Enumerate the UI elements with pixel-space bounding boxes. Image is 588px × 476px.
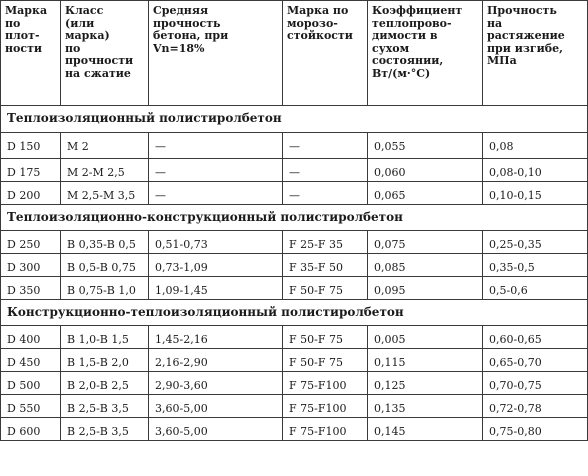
cell-flexural-strength: 0,70-0,75 <box>483 372 588 395</box>
cell-density-grade: D 400 <box>1 326 61 349</box>
cell-density-grade: D 250 <box>1 231 61 254</box>
cell-frost-resistance: — <box>283 182 368 205</box>
cell-flexural-strength: 0,25-0,35 <box>483 231 588 254</box>
header-line: стойкости <box>287 29 353 42</box>
header-density-grade <box>1 1 61 106</box>
cell-mean-strength: 1,09-1,45 <box>149 277 283 300</box>
cell-strength-class: В 0,35-В 0,5 <box>61 231 149 254</box>
cell-flexural-strength: 0,08 <box>483 133 588 159</box>
cell-mean-strength: 3,60-5,00 <box>149 395 283 418</box>
section-title: Теплоизоляционно-конструкционный полистиролбетон <box>1 205 588 231</box>
header-line: Вт/(м·°C) <box>372 66 431 80</box>
cell-thermal-conductivity: 0,055 <box>368 133 483 159</box>
cell-thermal-conductivity: 0,005 <box>368 326 483 349</box>
header-line: (или <box>65 16 95 30</box>
table-row <box>1 254 588 277</box>
cell-frost-resistance: F 75-F100 <box>283 418 368 441</box>
cell-frost-resistance: F 50-F 75 <box>283 277 368 300</box>
cell-frost-resistance: F 50-F 75 <box>283 349 368 372</box>
table-row <box>1 159 588 182</box>
cell-strength-class: М 2,5-М 3,5 <box>61 182 149 205</box>
cell-density-grade: D 450 <box>1 349 61 372</box>
cell-flexural-strength: 0,60-0,65 <box>483 326 588 349</box>
cell-density-grade: D 300 <box>1 254 61 277</box>
cell-mean-strength: — <box>149 133 283 159</box>
cell-mean-strength: 0,51-0,73 <box>149 231 283 254</box>
header-mean-strength <box>149 1 283 106</box>
cell-density-grade: D 500 <box>1 372 61 395</box>
header-line: бетона, при <box>153 29 229 42</box>
cell-flexural-strength: 0,65-0,70 <box>483 349 588 372</box>
header-line: прочности <box>65 54 134 67</box>
table-row <box>1 133 588 159</box>
cell-mean-strength: 0,73-1,09 <box>149 254 283 277</box>
cell-thermal-conductivity: 0,060 <box>368 159 483 182</box>
table-row <box>1 326 588 349</box>
header-line: Средняя <box>153 4 209 17</box>
table-row <box>1 418 588 441</box>
header-line: прочность <box>153 16 221 30</box>
table-row <box>1 372 588 395</box>
header-line: МПа <box>487 54 517 67</box>
cell-strength-class: В 1,0-В 1,5 <box>61 326 149 349</box>
cell-density-grade: D 600 <box>1 418 61 441</box>
cell-flexural-strength: 0,72-0,78 <box>483 395 588 418</box>
cell-frost-resistance: — <box>283 133 368 159</box>
cell-thermal-conductivity: 0,115 <box>368 349 483 372</box>
cell-flexural-strength: 0,75-0,80 <box>483 418 588 441</box>
cell-strength-class: В 2,0-В 2,5 <box>61 372 149 395</box>
header-line: димости в <box>372 29 438 42</box>
header-strength-class <box>61 1 149 106</box>
table-row <box>1 277 588 300</box>
header-line: Vn=18% <box>153 41 205 55</box>
header-flexural-strength <box>483 1 588 106</box>
table-row <box>1 231 588 254</box>
table-body <box>1 1 588 441</box>
cell-frost-resistance: — <box>283 159 368 182</box>
cell-frost-resistance: F 35-F 50 <box>283 254 368 277</box>
cell-flexural-strength: 0,08-0,10 <box>483 159 588 182</box>
cell-strength-class: В 0,75-В 1,0 <box>61 277 149 300</box>
header-line: при изгибе, <box>487 41 563 55</box>
table-row <box>1 395 588 418</box>
header-line: морозо- <box>287 16 338 30</box>
cell-thermal-conductivity: 0,075 <box>368 231 483 254</box>
section-row <box>1 300 588 326</box>
cell-frost-resistance: F 75-F100 <box>283 372 368 395</box>
section-title: Теплоизоляционный полистиролбетон <box>1 106 588 133</box>
header-line: теплопрово- <box>372 16 452 30</box>
header-line: состоянии, <box>372 54 444 67</box>
header-thermal-conductivity <box>368 1 483 106</box>
header-line: марка) <box>65 29 110 42</box>
cell-mean-strength: 3,60-5,00 <box>149 418 283 441</box>
cell-thermal-conductivity: 0,085 <box>368 254 483 277</box>
cell-thermal-conductivity: 0,095 <box>368 277 483 300</box>
cell-thermal-conductivity: 0,125 <box>368 372 483 395</box>
header-line: плот- <box>5 29 40 42</box>
cell-density-grade: D 350 <box>1 277 61 300</box>
header-line: по <box>65 41 81 55</box>
cell-frost-resistance: F 25-F 35 <box>283 231 368 254</box>
cell-density-grade: D 175 <box>1 159 61 182</box>
cell-thermal-conductivity: 0,135 <box>368 395 483 418</box>
header-line: ности <box>5 41 43 55</box>
cell-density-grade: D 150 <box>1 133 61 159</box>
cell-flexural-strength: 0,10-0,15 <box>483 182 588 205</box>
header-line: Марка по <box>287 4 349 17</box>
header-line: Марка <box>5 4 48 17</box>
cell-strength-class: М 2 <box>61 133 149 159</box>
cell-strength-class: В 0,5-В 0,75 <box>61 254 149 277</box>
cell-flexural-strength: 0,5-0,6 <box>483 277 588 300</box>
cell-strength-class: В 2,5-В 3,5 <box>61 418 149 441</box>
cell-mean-strength: 2,90-3,60 <box>149 372 283 395</box>
cell-mean-strength: 2,16-2,90 <box>149 349 283 372</box>
cell-strength-class: М 2-М 2,5 <box>61 159 149 182</box>
header-line: сухом <box>372 41 410 55</box>
cell-mean-strength: — <box>149 159 283 182</box>
header-line: Прочность <box>487 4 557 17</box>
table-row <box>1 349 588 372</box>
header-line: растяжение <box>487 29 565 42</box>
table-row <box>1 182 588 205</box>
header-frost-resistance <box>283 1 368 106</box>
cell-mean-strength: 1,45-2,16 <box>149 326 283 349</box>
cell-frost-resistance: F 50-F 75 <box>283 326 368 349</box>
cell-strength-class: В 2,5-В 3,5 <box>61 395 149 418</box>
header-line: по <box>5 16 21 30</box>
header-row <box>1 1 588 106</box>
cell-density-grade: D 550 <box>1 395 61 418</box>
section-row <box>1 106 588 133</box>
cell-thermal-conductivity: 0,145 <box>368 418 483 441</box>
section-row <box>1 205 588 231</box>
section-title: Конструкционно-теплоизоляционный полистиролбетон <box>1 300 588 326</box>
header-line: Класс <box>65 4 104 17</box>
cell-thermal-conductivity: 0,065 <box>368 182 483 205</box>
cell-flexural-strength: 0,35-0,5 <box>483 254 588 277</box>
cell-mean-strength: — <box>149 182 283 205</box>
cell-strength-class: В 1,5-В 2,0 <box>61 349 149 372</box>
cell-frost-resistance: F 75-F100 <box>283 395 368 418</box>
header-line: на сжатие <box>65 66 131 80</box>
header-line: Коэффициент <box>372 4 463 17</box>
header-line: на <box>487 16 503 30</box>
cell-density-grade: D 200 <box>1 182 61 205</box>
